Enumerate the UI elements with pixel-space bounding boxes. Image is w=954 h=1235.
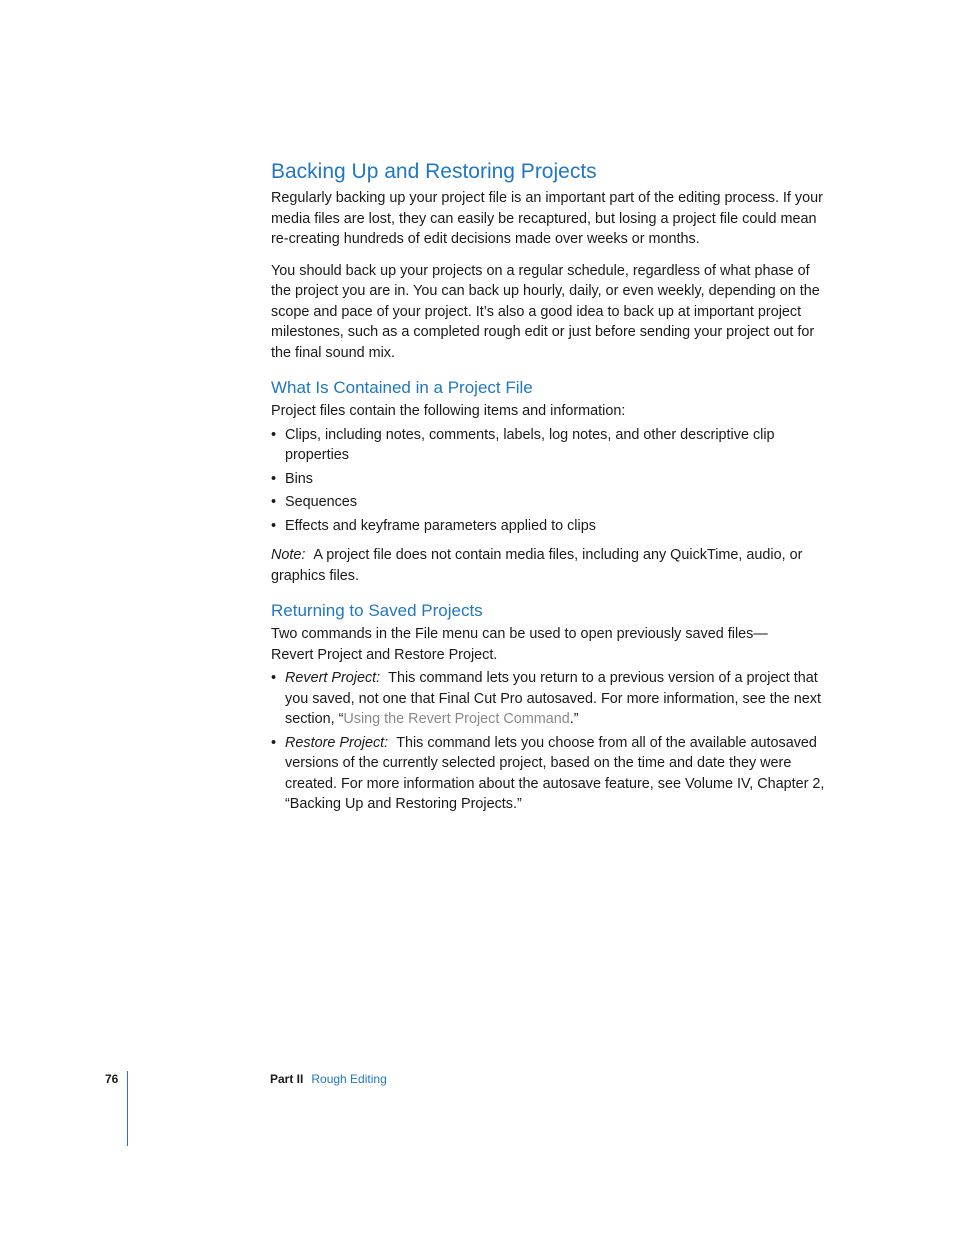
footer-divider (127, 1071, 128, 1146)
note-text: A project file does not contain media files, including any QuickTime, audio, or graphics files. (271, 547, 803, 584)
bullet-icon: • (271, 670, 277, 686)
paragraph: Regularly backing up your project file is an important part of the editing process. If your media files are lost, they can easily be recaptured, but losing a project file could mean re-creating hundreds of edit decisions made over weeks or months. (271, 190, 823, 247)
bullet-icon: • (271, 470, 277, 487)
bullet-icon: • (271, 517, 277, 534)
section-title-project-file-contents: What Is Contained in a Project File (271, 378, 533, 397)
page-number: 76 (105, 1072, 119, 1086)
section-title-backing-up: Backing Up and Restoring Projects (271, 160, 597, 183)
list-item: • Revert Project: This command lets you return to a previous version of a project that you saved, not one that Final Cut Pro autosaved. For more information, see the next section, “Using the Revert Project Command.” (271, 670, 821, 727)
bullet-icon: • (271, 426, 277, 443)
list-item: • Bins (271, 469, 831, 490)
bullet-list (271, 668, 831, 815)
cross-reference-link[interactable]: Using the Revert Project Command (343, 711, 570, 727)
item-label: Revert Project: (285, 670, 381, 686)
list-item: • Sequences (271, 492, 831, 513)
bullet-list (271, 425, 831, 537)
bullet-icon: • (271, 494, 277, 510)
list-item: • Clips, including notes, comments, labels, log notes, and other descriptive clip properties (271, 426, 775, 463)
bullet-icon: • (271, 734, 277, 751)
list-item: • Effects and keyframe parameters applied to clips (271, 516, 831, 537)
item-label: Restore Project: (285, 734, 389, 751)
note (271, 545, 831, 586)
footer-part: Part II (270, 1072, 304, 1086)
list-item: • Restore Project: This command lets you choose from all of the available autosaved versions of the currently selected project, based on the time and date they were created. For more information about the autosave feature, see Volume IV, Chapter 2, “Backing Up and Restoring Projects.” (271, 734, 825, 812)
section-title-returning: Returning to Saved Projects (271, 601, 483, 620)
paragraph: Project files contain the following items and information: (271, 403, 626, 419)
footer-breadcrumb (270, 1072, 387, 1086)
paragraph: Two commands in the File menu can be used to open previously saved files— Revert Project and Restore Project. (271, 626, 768, 663)
page-content (271, 158, 831, 818)
paragraph: You should back up your projects on a regular schedule, regardless of what phase of the project you are in. You can back up hourly, daily, or even weekly, depending on the scope and pace of your project. It’s also a good idea to back up at important project milestones, such as a completed rough edit or just before sending your project out for the final sound mix. (271, 262, 820, 361)
footer-chapter: Rough Editing (311, 1072, 387, 1086)
note-label: Note: (271, 547, 306, 563)
